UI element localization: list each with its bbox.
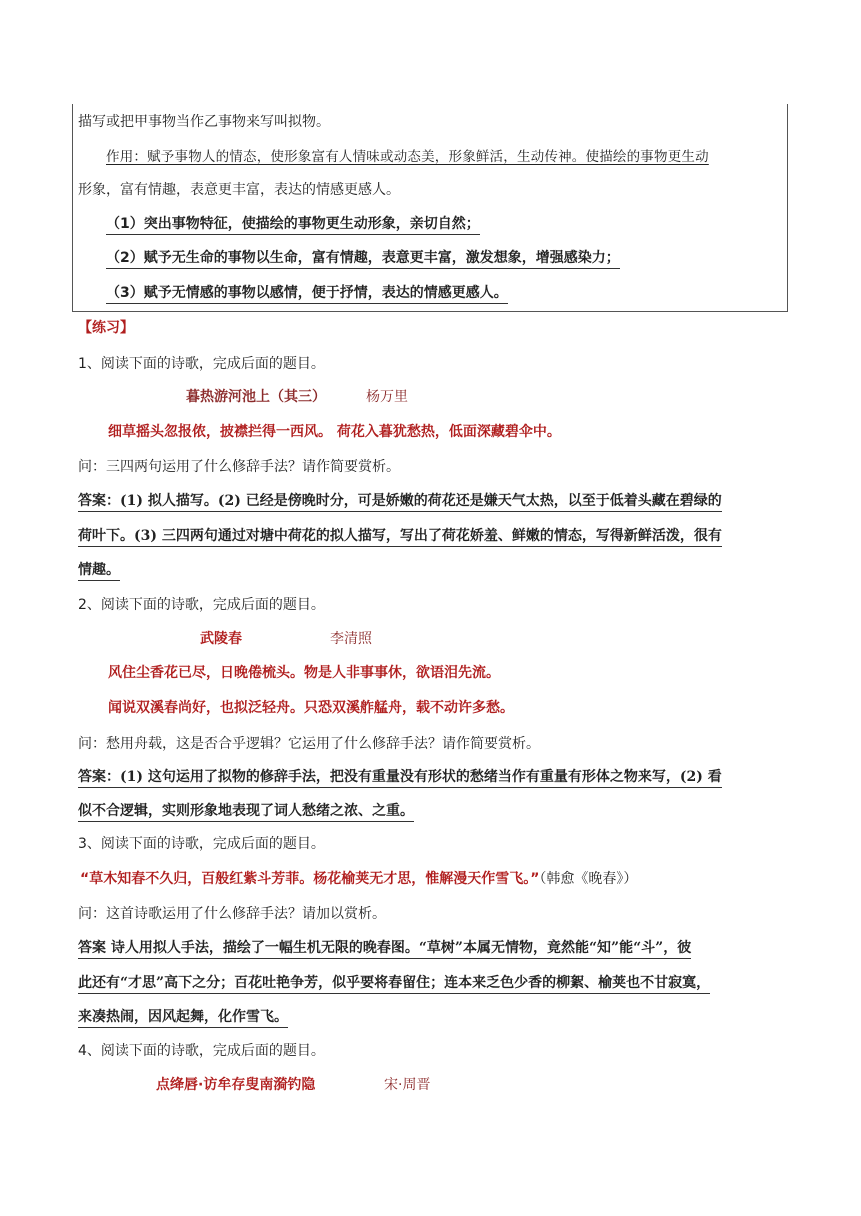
q2-answer-line1 xyxy=(78,769,722,786)
q4-poem-title: 点绛唇·访牟存叟南漪钓隐 xyxy=(156,1077,316,1093)
box-effect-line2: 形象，富有情趣，表意更丰富，表达的情感更感人。 xyxy=(78,182,400,198)
q2-answer-text1: 答案：(1) 这句运用了拟物的修辞手法，把没有重量没有形状的愁绪当作有重量有形体之物来写，(2) 看 xyxy=(78,769,722,788)
q1-poem-text: 细草摇头忽报侬，披襟拦得一西风。 荷花入暮犹愁热，低面深藏碧伞中。 xyxy=(108,424,561,440)
q1-answer-line3 xyxy=(78,562,120,579)
q2-poem-line2: 闻说双溪春尚好，也拟泛轻舟。只恐双溪舴艋舟，载不动许多愁。 xyxy=(108,700,514,716)
box-line-definition: 描写或把甲事物当作乙事物来写叫拟物。 xyxy=(78,114,330,130)
q2-intro: 2、阅读下面的诗歌，完成后面的题目。 xyxy=(78,597,325,613)
q3-poem-source: （韩愈《晚春》） xyxy=(539,871,638,887)
effect-text: 作用：赋予事物人的情态，使形象富有人情味或动态美，形象鲜活，生动传神。使描绘的事物更生动 xyxy=(106,149,709,165)
q3-poem-line xyxy=(80,871,637,888)
q1-answer-text1: 答案：(1) 拟人描写。(2) 已经是傍晚时分，可是娇嫩的荷花还是嫌天气太热，以至于低着头藏在碧绿的 xyxy=(78,493,722,512)
q2-answer-text2: 似不合逻辑，实则形象地表现了词人愁绪之浓、之重。 xyxy=(78,803,414,822)
box-point-3 xyxy=(106,285,508,302)
q3-question: 问：这首诗歌运用了什么修辞手法？请加以赏析。 xyxy=(78,906,386,922)
q1-answer-line1 xyxy=(78,493,722,510)
q1-poem-author: 杨万里 xyxy=(366,389,408,405)
q1-answer-line2 xyxy=(78,528,722,545)
q1-poem-title: 暮热游河池上（其三） xyxy=(186,389,326,405)
q1-intro: 1、阅读下面的诗歌，完成后面的题目。 xyxy=(78,356,325,372)
box-effect-line1 xyxy=(106,149,709,165)
q2-answer-line2 xyxy=(78,803,414,820)
q2-question: 问：愁用舟载，这是否合乎逻辑？它运用了什么修辞手法？请作简要赏析。 xyxy=(78,736,540,752)
q3-answer-text2: 此还有“才思”高下之分；百花吐艳争芳，似乎要将春留住；连本来乏色少香的柳絮、榆荚也不甘寂寞， xyxy=(78,975,710,994)
q4-intro: 4、阅读下面的诗歌，完成后面的题目。 xyxy=(78,1043,325,1059)
box-point-1 xyxy=(106,216,480,233)
q2-poem-title: 武陵春 xyxy=(200,631,242,647)
q3-poem-text: “草木知春不久归，百般红紫斗芳菲。杨花榆荚无才思，惟解漫天作雪飞。” xyxy=(80,871,540,887)
q3-answer-text1: 答案 诗人用拟人手法，描绘了一幅生机无限的晚春图。“草树”本属无情物，竟然能“知”能“斗”，彼 xyxy=(78,940,691,959)
q2-poem-line1: 风住尘香花已尽，日晚倦梳头。物是人非事事休，欲语泪先流。 xyxy=(108,665,500,681)
point-3-text: （3）赋予无情感的事物以感情，便于抒情，表达的情感更感人。 xyxy=(106,285,508,304)
q4-poem-author: 宋·周晋 xyxy=(384,1077,431,1093)
q2-poem-author: 李清照 xyxy=(330,631,372,647)
q3-answer-line2 xyxy=(78,975,710,992)
q1-answer-text2: 荷叶下。(3) 三四两句通过对塘中荷花的拟人描写，写出了荷花娇羞、鲜嫩的情态，写得新鲜活泼，很有 xyxy=(78,528,722,547)
q1-answer-text3: 情趣。 xyxy=(78,562,120,581)
point-2-text: （2）赋予无生命的事物以生命，富有情趣，表意更丰富，激发想象，增强感染力； xyxy=(106,250,620,269)
practice-heading: 【练习】 xyxy=(78,320,134,336)
q3-answer-line3 xyxy=(78,1009,288,1026)
q3-intro: 3、阅读下面的诗歌，完成后面的题目。 xyxy=(78,836,325,852)
q3-answer-line1 xyxy=(78,940,691,957)
box-point-2 xyxy=(106,250,620,267)
q3-answer-text3: 来凑热闹，因风起舞，化作雪飞。 xyxy=(78,1009,288,1028)
point-1-text: （1）突出事物特征，使描绘的事物更生动形象，亲切自然； xyxy=(106,216,480,235)
q1-question: 问：三四两句运用了什么修辞手法？请作简要赏析。 xyxy=(78,459,400,475)
definition-box xyxy=(72,104,788,312)
